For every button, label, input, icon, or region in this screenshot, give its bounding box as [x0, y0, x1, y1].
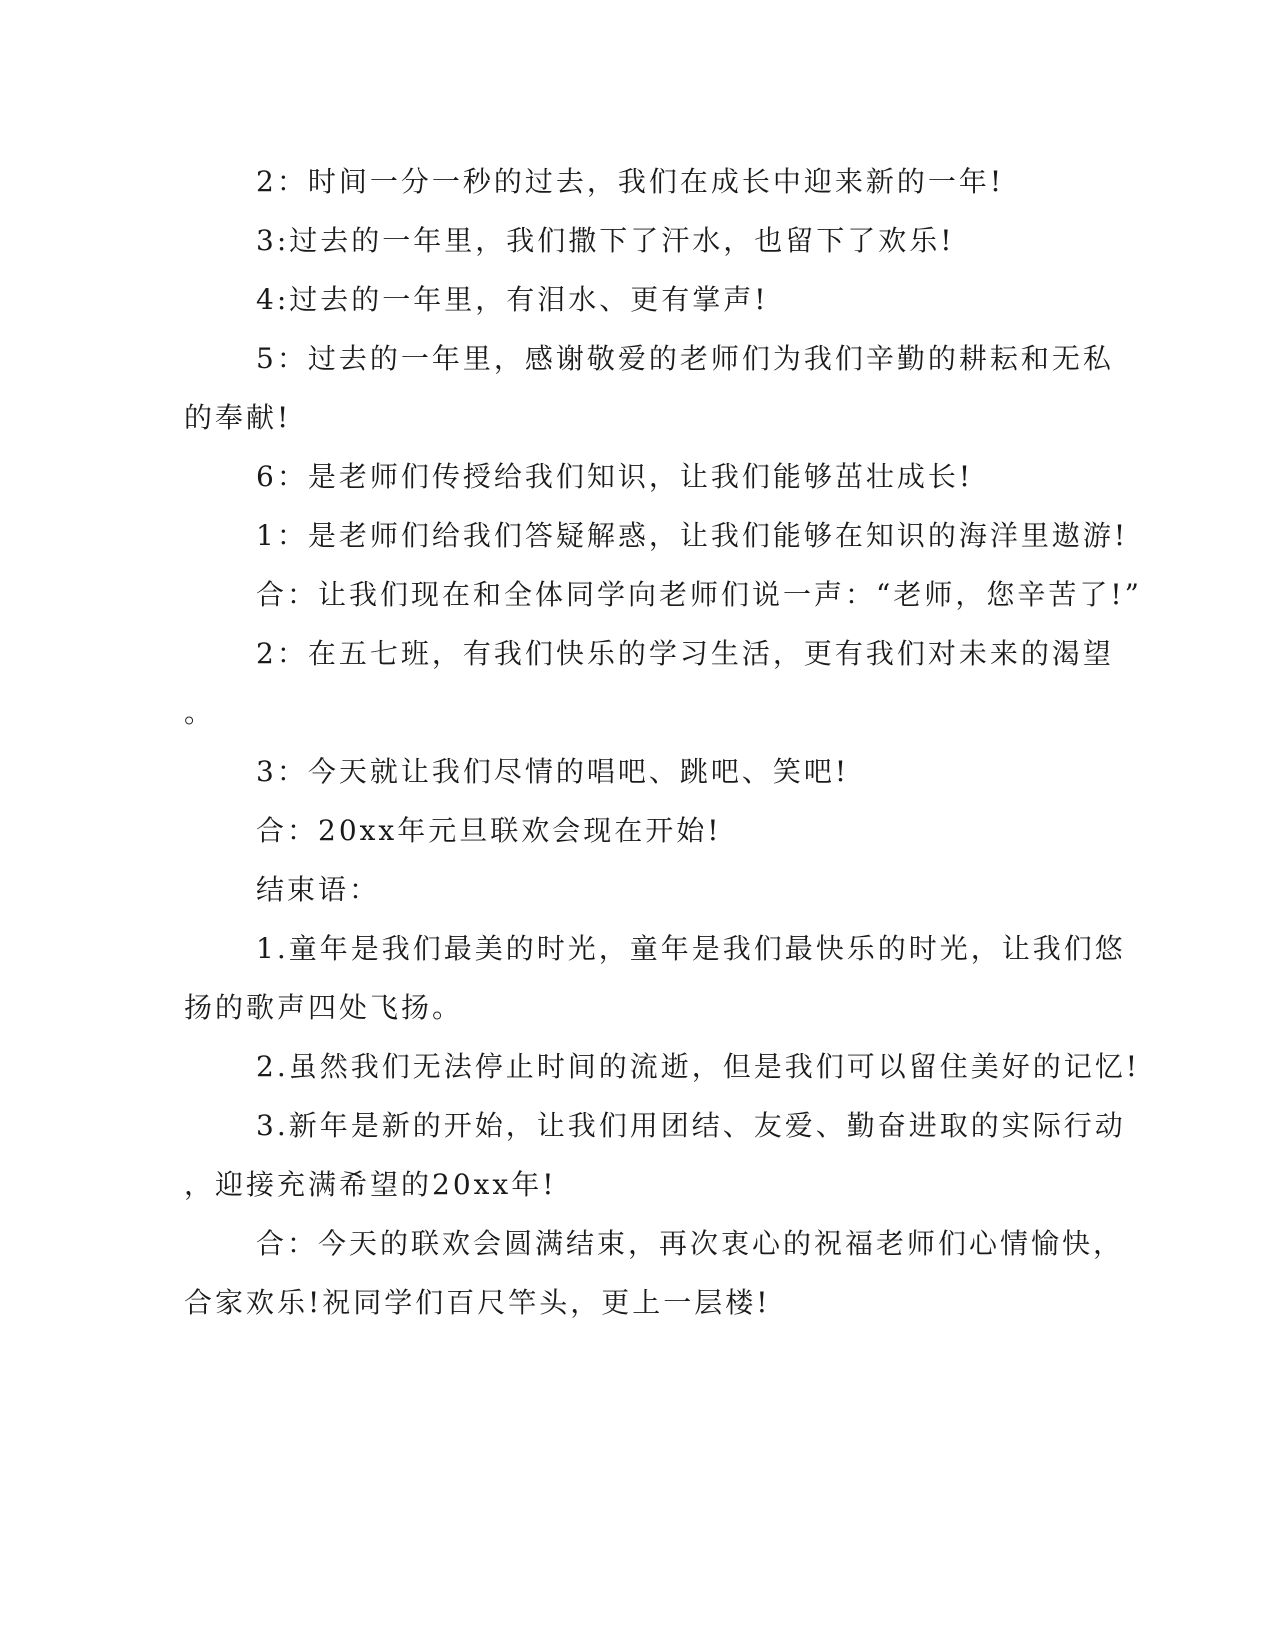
- text-line: 3.新年是新的开始，让我们用团结、友爱、勤奋进取的实际行动: [256, 1109, 1126, 1142]
- text-line: 6：是老师们传授给我们知识，让我们能够茁壮成长!: [256, 460, 974, 493]
- text-line: 合：今天的联欢会圆满结束，再次衷心的祝福老师们心情愉快，: [256, 1227, 1125, 1260]
- text-line: 2.虽然我们无法停止时间的流逝，但是我们可以留住美好的记忆!: [256, 1050, 1140, 1083]
- text-line: 1.童年是我们最美的时光，童年是我们最快乐的时光，让我们悠: [256, 932, 1126, 965]
- text-line: 合家欢乐!祝同学们百尺竿头，更上一层楼!: [184, 1286, 771, 1319]
- text-line: 合：20xx年元旦联欢会现在开始!: [256, 814, 722, 847]
- text-line: 4:过去的一年里，有泪水、更有掌声!: [256, 283, 769, 316]
- text-line: 3:过去的一年里，我们撒下了汗水，也留下了欢乐!: [256, 224, 955, 257]
- text-line: ，迎接充满希望的20xx年!: [184, 1168, 557, 1201]
- text-line: 2：时间一分一秒的过去，我们在成长中迎来新的一年!: [256, 165, 1005, 198]
- text-line: 1：是老师们给我们答疑解惑，让我们能够在知识的海洋里遨游!: [256, 519, 1129, 552]
- text-line: 扬的歌声四处飞扬。: [184, 991, 464, 1024]
- text-line: 。: [184, 696, 216, 729]
- text-line: 的奉献!: [184, 401, 292, 434]
- text-line: 3：今天就让我们尽情的唱吧、跳吧、笑吧!: [256, 755, 850, 788]
- text-line: 合：让我们现在和全体同学向老师们说一声：“老师，您辛苦了!”: [256, 578, 1142, 611]
- section-heading: 结束语：: [256, 873, 381, 906]
- text-line: 2：在五七班，有我们快乐的学习生活，更有我们对未来的渴望: [256, 637, 1114, 670]
- text-line: 5：过去的一年里，感谢敬爱的老师们为我们辛勤的耕耘和无私: [256, 342, 1114, 375]
